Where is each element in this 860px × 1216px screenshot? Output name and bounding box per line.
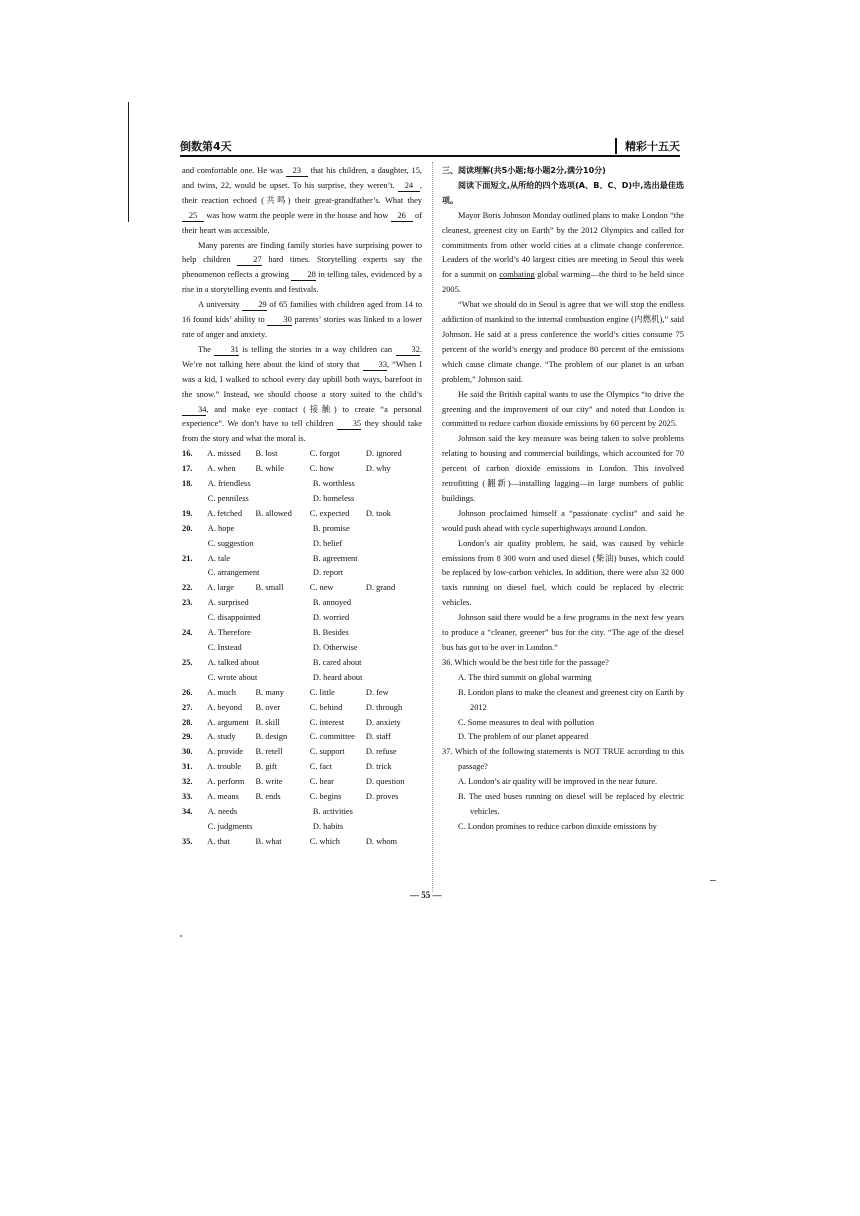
option-c: C. committee: [309, 732, 355, 742]
option-c: C. how: [309, 464, 334, 474]
cloze-question-row: [182, 537, 422, 552]
cloze-question-row: [182, 686, 422, 701]
option-c: C. little: [309, 687, 335, 697]
option-d: D. heard about: [312, 672, 363, 682]
option-a: A. argument: [207, 717, 249, 727]
question-number: 16.: [182, 449, 193, 459]
cloze-question-row: [182, 492, 422, 507]
option-c: C. new: [309, 583, 334, 593]
option-c: C. expected: [309, 508, 350, 518]
question-37: [442, 745, 684, 834]
blank-29: 29: [242, 299, 266, 311]
option-b: B. small: [255, 583, 284, 593]
cloze-question-row: [182, 641, 422, 656]
blank-32: 32: [396, 344, 420, 356]
cloze-question-row: [182, 611, 422, 626]
question-36-option-c: C. Some measures to deal with pollution: [458, 717, 595, 727]
scan-speck: [180, 935, 182, 937]
cloze-question-row: [182, 760, 422, 775]
option-b: B. worthless: [312, 479, 355, 489]
cloze-question-row: [182, 581, 422, 596]
option-c: C. wrote about: [207, 672, 258, 682]
option-c: C. behind: [309, 702, 343, 712]
option-b: B. while: [255, 464, 284, 474]
option-b: B. over: [255, 702, 281, 712]
blank-27: 27: [237, 254, 261, 266]
option-d: D. worried: [312, 613, 350, 623]
column-divider: [432, 162, 433, 892]
question-number: 23.: [182, 598, 193, 608]
question-number: 24.: [182, 628, 193, 638]
option-d: D. ignored: [365, 449, 402, 459]
option-b: B. agreement: [312, 553, 358, 563]
option-d: D. homeless: [312, 493, 355, 503]
cloze-question-row: [182, 790, 422, 805]
option-d: D. few: [365, 687, 389, 697]
option-a: A. that: [207, 836, 230, 846]
option-b: B. lost: [255, 449, 278, 459]
option-a: A. fetched: [207, 508, 243, 518]
question-number-spacer: [182, 611, 208, 626]
option-c: C. forgot: [309, 449, 340, 459]
question-number: 32.: [182, 777, 193, 787]
option-b: B. retell: [255, 747, 283, 757]
reading-passage: [442, 209, 684, 656]
header-right-title: 精彩十五天: [615, 138, 680, 154]
option-a: A. talked about: [207, 657, 260, 667]
cloze-paragraph-2: Many parents are finding family stories have surprising power to help children 27 hard times. Storytelling experts say the phenomenon reflects a growing 28 in telling tales, evidenced by a rise in a storytelling events and festivals.: [182, 240, 423, 295]
cloze-question-row: [182, 596, 422, 611]
cloze-question-row: [182, 701, 422, 716]
option-d: D. belief: [312, 538, 343, 548]
option-d: D. trick: [365, 762, 392, 772]
option-b: B. ends: [255, 792, 281, 802]
question-number-spacer: [182, 492, 208, 507]
option-d: D. took: [365, 508, 391, 518]
option-c: C. suggestion: [207, 538, 254, 548]
question-number-spacer: [182, 537, 208, 552]
option-d: D. whom: [365, 836, 398, 846]
option-a: A. when: [207, 464, 236, 474]
option-d: D. anxiety: [365, 717, 401, 727]
question-number: 18.: [182, 479, 193, 489]
question-number: 26.: [182, 687, 193, 697]
option-c: C. begins: [309, 792, 342, 802]
question-number: 21.: [182, 553, 193, 563]
left-column: [182, 164, 422, 850]
option-c: C. penniless: [207, 493, 249, 503]
option-b: B. what: [255, 836, 282, 846]
option-b: B. skill: [255, 717, 280, 727]
option-c: C. hear: [309, 777, 334, 787]
option-d: D. question: [365, 777, 405, 787]
option-d: D. Otherwise: [312, 643, 358, 652]
reading-paragraph: London’s air quality problem, he said, was caused by vehicle emissions from 8 300 worn and used diesel (柴油) buses, which could be replaced by low-carbon vehicles. In addition, there were also 32 000 taxis running on diesel fuel, which could be replaced by electric vehicles.: [442, 538, 684, 608]
margin-rule: [128, 102, 129, 222]
cloze-question-row: [182, 805, 422, 820]
option-c: C. judgments: [207, 821, 253, 831]
question-number-spacer: [182, 566, 208, 581]
option-b: B. Besides: [312, 628, 349, 638]
question-number: 35.: [182, 836, 193, 846]
option-d: D. report: [312, 568, 344, 578]
cloze-question-row: [182, 835, 422, 850]
option-a: A. missed: [207, 449, 241, 459]
option-a: A. study: [207, 732, 236, 742]
cloze-question-row: [182, 745, 422, 760]
option-c: C. disappointed: [207, 613, 261, 623]
cloze-question-row: [182, 671, 422, 686]
option-a: A. large: [207, 583, 234, 593]
question-number: 34.: [182, 806, 193, 816]
reading-paragraph: Mayor Boris Johnson Monday outlined plans to make London “the cleanest, greenest city on Earth” by the 2012 Olympics and called for commitments from other world cities at a climate change conference. Leaders of the world’s 40 largest cities are meeting in Seoul this week for a summit on combating global warming—the third to be held since 2005.: [442, 210, 684, 295]
option-c: C. fact: [309, 762, 333, 772]
blank-26: 26: [391, 210, 413, 222]
cloze-paragraph-1: and comfortable one. He was 23 that his children, a daughter, 15, and twins, 22, would be upset. To his surprise, they weren’t. 24 , their reaction echoed (共鸣) their great-grandfather’s. What they 25 was how warm the people were in the house and how 26 of their heart was accessible.: [182, 166, 423, 235]
question-number: 29.: [182, 732, 193, 742]
option-b: B. cared about: [312, 657, 362, 667]
option-a: A. provide: [207, 747, 243, 757]
option-a: A. means: [207, 792, 239, 802]
page-header: [180, 136, 680, 156]
question-37-option-c: C. London promises to reduce carbon dioxide emissions by: [458, 821, 657, 831]
question-number: 30.: [182, 747, 193, 757]
option-b: B. activities: [312, 806, 353, 816]
cloze-question-row: [182, 507, 422, 522]
cloze-question-row: [182, 820, 422, 835]
option-a: A. hope: [207, 523, 235, 533]
reading-paragraph: He said the British capital wants to use the Olympics “to drive the greening and the improvement of our city” and noted that London is committed to reduce carbon dioxide emissions by 60 percent by 2025.: [442, 389, 684, 429]
option-b: B. write: [255, 777, 283, 787]
section-title: 三、阅读理解(共5小题;每小题2分,满分10分): [442, 166, 606, 175]
option-a: A. friendless: [207, 479, 251, 489]
option-d: D. through: [365, 702, 403, 712]
question-number: 25.: [182, 657, 193, 667]
option-a: A. beyond: [207, 702, 243, 712]
option-d: D. proves: [365, 792, 399, 802]
blank-31: 31: [214, 344, 238, 356]
page-number: — 55 —: [410, 890, 442, 900]
reading-paragraph: Johnson said there would be a few programs in the next few years to produce a “cleaner, greener” bus for the city. “The age of the diesel bus has got to be over in London.”: [442, 613, 684, 652]
section-instruction: 阅读下面短文,从所给的四个选项(A、B、C、D)中,选出最佳选项。: [442, 180, 684, 205]
blank-23: 23: [286, 165, 308, 177]
blank-35: 35: [337, 418, 361, 430]
reading-paragraph: “What we should do in Seoul is agree that we will stop the endless addiction of mankind to the internal combustion engine (内燃机),” said Johnson. He said at a press conference the world’s cities consume 75 percent of the world’s energy and produce 80 percent of the emissions which cause climate change. “The problem of our planet is an urban problem,” Johnson said.: [442, 300, 684, 384]
question-number-spacer: [182, 671, 208, 686]
right-column: [442, 164, 684, 835]
cloze-question-row: [182, 656, 422, 671]
cloze-question-row: [182, 626, 422, 641]
question-number: 28.: [182, 717, 193, 727]
option-b: B. allowed: [255, 508, 292, 518]
option-c: C. interest: [309, 717, 345, 727]
question-number: 17.: [182, 464, 193, 474]
question-36-option-a: A. The third summit on global warming: [458, 672, 592, 682]
question-36: [442, 656, 684, 745]
option-b: B. design: [255, 732, 288, 742]
blank-24: 24: [398, 180, 420, 192]
cloze-question-row: [182, 522, 422, 537]
question-number: 22.: [182, 583, 193, 593]
scan-mark: [710, 880, 716, 881]
cloze-paragraph-3: A university 29 of 65 families with children aged from 14 to 16 found kids’ ability to 30 parents’ stories was linked to a lower rate of anger and anxiety.: [182, 300, 423, 339]
question-37-option-b: B. The used buses running on diesel will be replaced by electric vehicles.: [458, 792, 684, 816]
option-d: D. refuse: [365, 747, 397, 757]
option-b: B. promise: [312, 523, 350, 533]
reading-paragraph: Johnson said the key measure was being taken to solve problems relating to housing and commercial buildings, which accounted for 70 percent of carbon dioxide emissions in London. This involved retrofitting (翻新)—installing lagging—in large numbers of public buildings.: [442, 434, 684, 503]
question-number-spacer: [182, 641, 208, 656]
cloze-question-row: [182, 477, 422, 492]
cloze-question-row: [182, 447, 422, 462]
option-a: A. needs: [207, 806, 238, 816]
blank-30: 30: [267, 314, 291, 326]
option-d: D. habits: [312, 821, 344, 831]
option-d: D. grand: [365, 583, 396, 593]
cloze-question-row: [182, 552, 422, 567]
blank-34: 34: [182, 404, 206, 416]
blank-25: 25: [182, 210, 204, 222]
cloze-question-row: [182, 566, 422, 581]
cloze-question-row: [182, 730, 422, 745]
question-36-stem: 36. Which would be the best title for the passage?: [442, 657, 609, 667]
option-a: A. tale: [207, 553, 231, 563]
question-number-spacer: [182, 820, 208, 835]
header-rule: [180, 155, 680, 157]
reading-paragraph: Johnson proclaimed himself a “passionate cyclist” and said he would push ahead with cycle superhighways around London.: [442, 508, 684, 533]
option-a: A. Therefore: [207, 628, 251, 638]
option-c: C. support: [309, 747, 345, 757]
question-37-option-a: A. London’s air quality will be improved in the near future.: [458, 777, 658, 787]
blank-28: 28: [291, 269, 315, 281]
question-number: 20.: [182, 523, 193, 533]
option-a: A. surprised: [207, 598, 249, 608]
option-a: A. much: [207, 687, 236, 697]
option-a: A. trouble: [207, 762, 242, 772]
option-c: C. Instead: [207, 643, 242, 652]
cloze-question-row: [182, 775, 422, 790]
option-b: B. annoyed: [312, 598, 352, 608]
option-b: B. gift: [255, 762, 277, 772]
cloze-question-row: [182, 462, 422, 477]
question-36-option-d: D. The problem of our planet appeared: [458, 732, 589, 742]
question-36-option-b: B. London plans to make the cleanest and greenest city on Earth by 2012: [458, 687, 684, 712]
blank-33: 33: [363, 359, 387, 371]
cloze-question-row: [182, 716, 422, 731]
option-c: C. which: [309, 836, 340, 846]
question-number: 27.: [182, 702, 193, 712]
option-d: D. staff: [365, 732, 391, 742]
cloze-options-list: [182, 447, 422, 849]
header-left-title: 倒数第4天: [180, 140, 232, 153]
option-b: B. many: [255, 687, 284, 697]
cloze-paragraph-4: The 31 is telling the stories in a way children can 32. We’re not talking here about the kind of story that 33, “When I was a kid, I walked to school every day uphill both ways, barefoot in the snow.” Instead, we should choose a story suited to the child’s 34, and make eye contact (接触) to create “a personal experience”. We don’t have to tell children 35 they should take from the story and what the moral is.: [182, 344, 422, 444]
question-number: 33.: [182, 792, 193, 802]
option-a: A. perform: [207, 777, 245, 787]
option-d: D. why: [365, 464, 391, 474]
option-c: C. arrangement: [207, 568, 260, 578]
question-number: 31.: [182, 762, 193, 772]
question-number: 19.: [182, 508, 193, 518]
question-37-stem: 37. Which of the following statements is NOT TRUE according to this passage?: [442, 747, 684, 772]
underlined-word: combating: [499, 270, 535, 280]
